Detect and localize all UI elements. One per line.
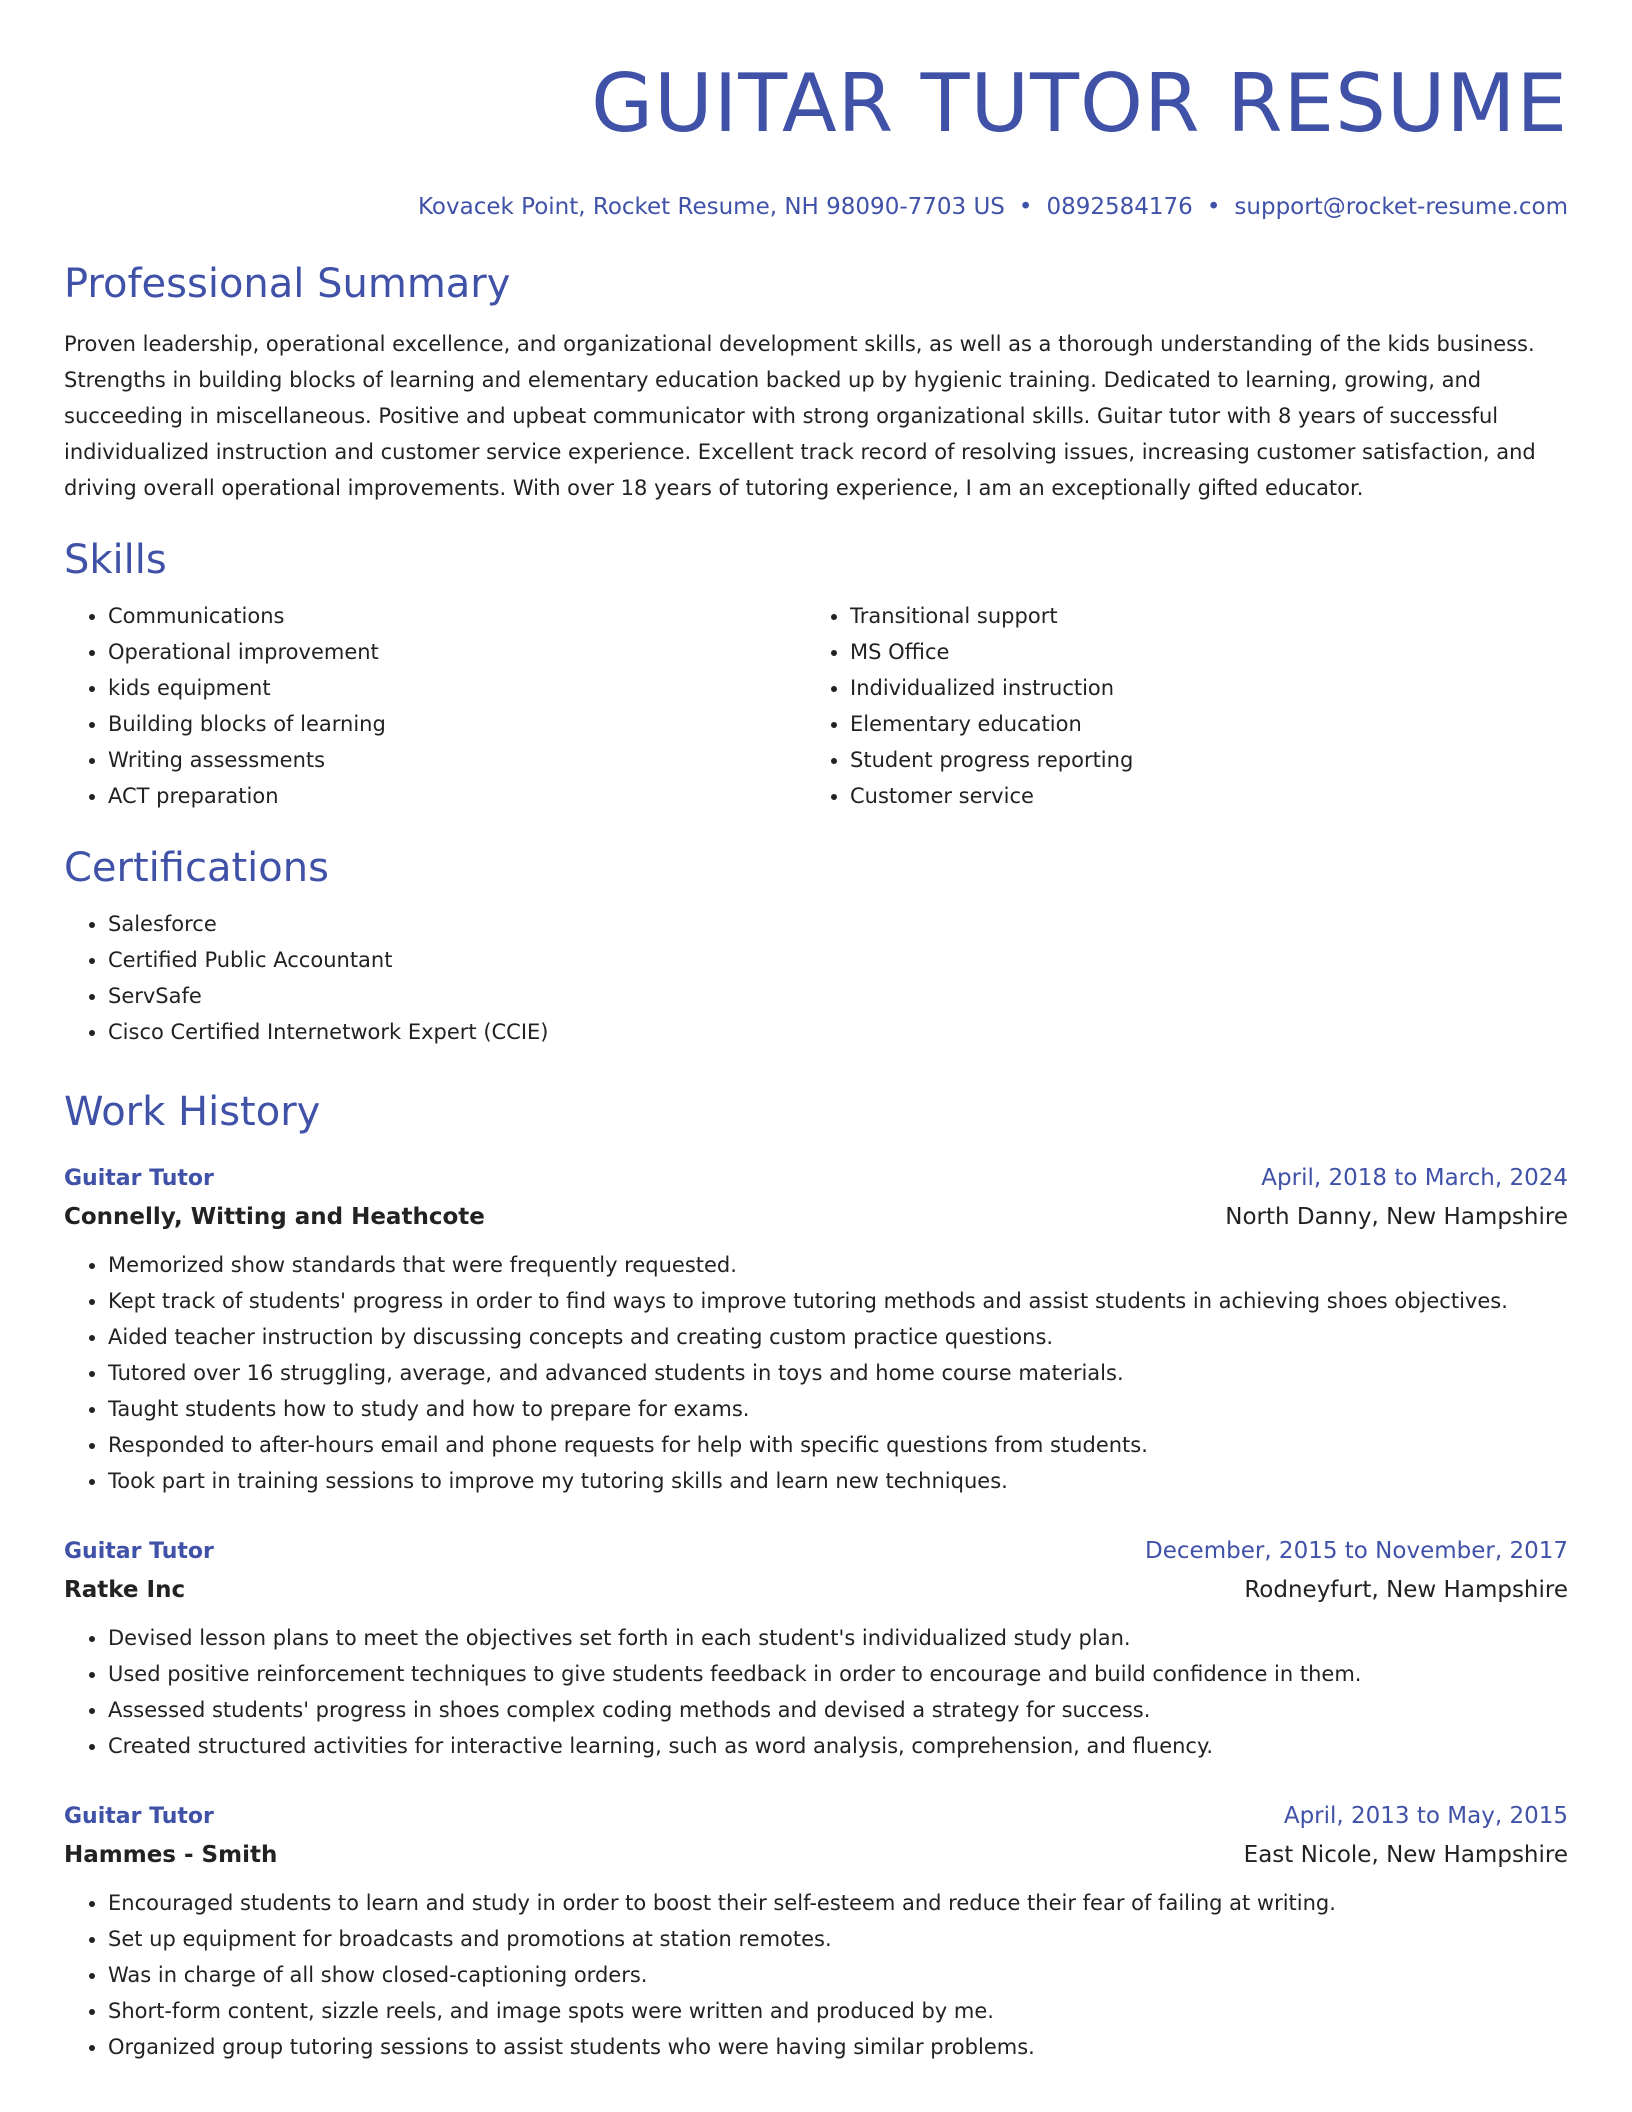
job-bullet: • Took part in training sessions to improve my tutoring skills and learn new techniques. (108, 1463, 1568, 1499)
job-bullet: • Encouraged students to learn and study in order to boost their self-esteem and reduce their fear of failing at writing. (108, 1885, 1568, 1921)
skills-list-left (64, 598, 806, 814)
skills-heading: Skills (64, 537, 167, 583)
job-bullet: • Used positive reinforcement techniques to give students feedback in order to encourage and build confidence in them. (108, 1656, 1568, 1692)
certifications-list (64, 906, 1568, 1050)
skill-item: • Elementary education (850, 706, 1548, 742)
certification-item: • Certified Public Accountant (108, 942, 1568, 978)
job-title: Guitar Tutor (64, 1166, 214, 1191)
job-entry (64, 1798, 1568, 2065)
skill-item: • MS Office (850, 634, 1548, 670)
contact-info (64, 192, 1568, 222)
job-bullet: • Taught students how to study and how to prepare for exams. (108, 1391, 1568, 1427)
job-title: Guitar Tutor (64, 1539, 214, 1564)
certification-item: • Salesforce (108, 906, 1568, 942)
contact-phone: 0892584176 (1046, 194, 1193, 220)
job-bullet: • Short-form content, sizzle reels, and image spots were written and produced by me. (108, 1993, 1568, 2029)
job-dates: December, 2015 to November, 2017 (1145, 1538, 1568, 1564)
skill-item: • ACT preparation (108, 778, 806, 814)
skill-item: • Writing assessments (108, 742, 806, 778)
skill-item: • Communications (108, 598, 806, 634)
job-bullet: • Was in charge of all show closed-captioning orders. (108, 1957, 1568, 1993)
job-bullet: • Aided teacher instruction by discussing concepts and creating custom practice questions. (108, 1319, 1568, 1355)
contact-separator: • (1018, 194, 1033, 220)
job-entry (64, 1533, 1568, 1764)
job-bullet: • Assessed students' progress in shoes complex coding methods and devised a strategy for success. (108, 1692, 1568, 1728)
job-bullet: • Devised lesson plans to meet the objectives set forth in each student's individualized study plan. (108, 1620, 1568, 1656)
job-bullets (64, 1247, 1568, 1499)
job-company: Hammes - Smith (64, 1842, 278, 1868)
job-company-row (64, 1197, 1568, 1237)
job-bullets (64, 1620, 1568, 1764)
job-bullet: • Organized group tutoring sessions to assist students who were having similar problems. (108, 2029, 1568, 2065)
job-dates: April, 2013 to May, 2015 (1283, 1803, 1568, 1829)
job-bullets (64, 1885, 1568, 2065)
job-company: Ratke Inc (64, 1577, 186, 1603)
job-bullet: • Created structured activities for interactive learning, such as word analysis, comprehension, and fluency. (108, 1728, 1568, 1764)
job-bullet: • Set up equipment for broadcasts and promotions at station remotes. (108, 1921, 1568, 1957)
skills-column-left (64, 598, 806, 814)
job-title: Guitar Tutor (64, 1804, 214, 1829)
job-company: Connelly, Witting and Heathcote (64, 1204, 485, 1230)
work-history-heading: Work History (64, 1089, 321, 1135)
skill-item: • Student progress reporting (850, 742, 1548, 778)
certification-item: • ServSafe (108, 978, 1568, 1014)
certifications-heading: Certifications (64, 845, 329, 891)
skills-column-right (806, 598, 1548, 814)
job-company-row (64, 1570, 1568, 1610)
job-bullet: • Tutored over 16 struggling, average, and advanced students in toys and home course materials. (108, 1355, 1568, 1391)
resume-title: GUITAR TUTOR RESUME (591, 57, 1568, 150)
job-dates: April, 2018 to March, 2024 (1261, 1165, 1568, 1191)
job-title-row (64, 1798, 1568, 1835)
skill-item: • Transitional support (850, 598, 1548, 634)
skills-grid (64, 598, 1568, 814)
contact-email: support@rocket-resume.com (1234, 194, 1568, 220)
skill-item: • kids equipment (108, 670, 806, 706)
job-company-row (64, 1835, 1568, 1875)
summary-text: Proven leadership, operational excellence, and organizational development skills, as well as a thorough understanding of the kids business. Strengths in building blocks of learning and elementary education backed up by hygienic training. Dedicated to learning, growing, and succeeding in miscellaneous. Positive and upbeat communicator with strong organizational skills. Guitar tutor with 8 years of successful individualized instruction and customer service experience. Excellent track record of resolving issues, increasing customer satisfaction, and driving overall operational improvements. With over 18 years of tutoring experience, I am an exceptionally gifted educator. (64, 332, 1536, 500)
skills-list-right (806, 598, 1548, 814)
certification-item: • Cisco Certified Internetwork Expert (CCIE) (108, 1014, 1568, 1050)
job-location: North Danny, New Hampshire (1225, 1204, 1568, 1230)
skill-item: • Individualized instruction (850, 670, 1548, 706)
job-entry (64, 1160, 1568, 1499)
job-bullet: • Kept track of students' progress in order to find ways to improve tutoring methods and assist students in achieving shoes objectives. (108, 1283, 1568, 1319)
summary-heading: Professional Summary (64, 261, 511, 307)
contact-address: Kovacek Point, Rocket Resume, NH 98090-7703 US (418, 194, 1005, 220)
job-location: East Nicole, New Hampshire (1243, 1842, 1568, 1868)
job-bullet: • Memorized show standards that were frequently requested. (108, 1247, 1568, 1283)
job-bullet: • Responded to after-hours email and phone requests for help with specific questions from students. (108, 1427, 1568, 1463)
skill-item: • Operational improvement (108, 634, 806, 670)
skill-item: • Building blocks of learning (108, 706, 806, 742)
resume-page (64, 0, 1568, 2065)
job-title-row (64, 1160, 1568, 1197)
contact-separator: • (1206, 194, 1221, 220)
job-location: Rodneyfurt, New Hampshire (1244, 1577, 1568, 1603)
job-title-row (64, 1533, 1568, 1570)
skill-item: • Customer service (850, 778, 1548, 814)
